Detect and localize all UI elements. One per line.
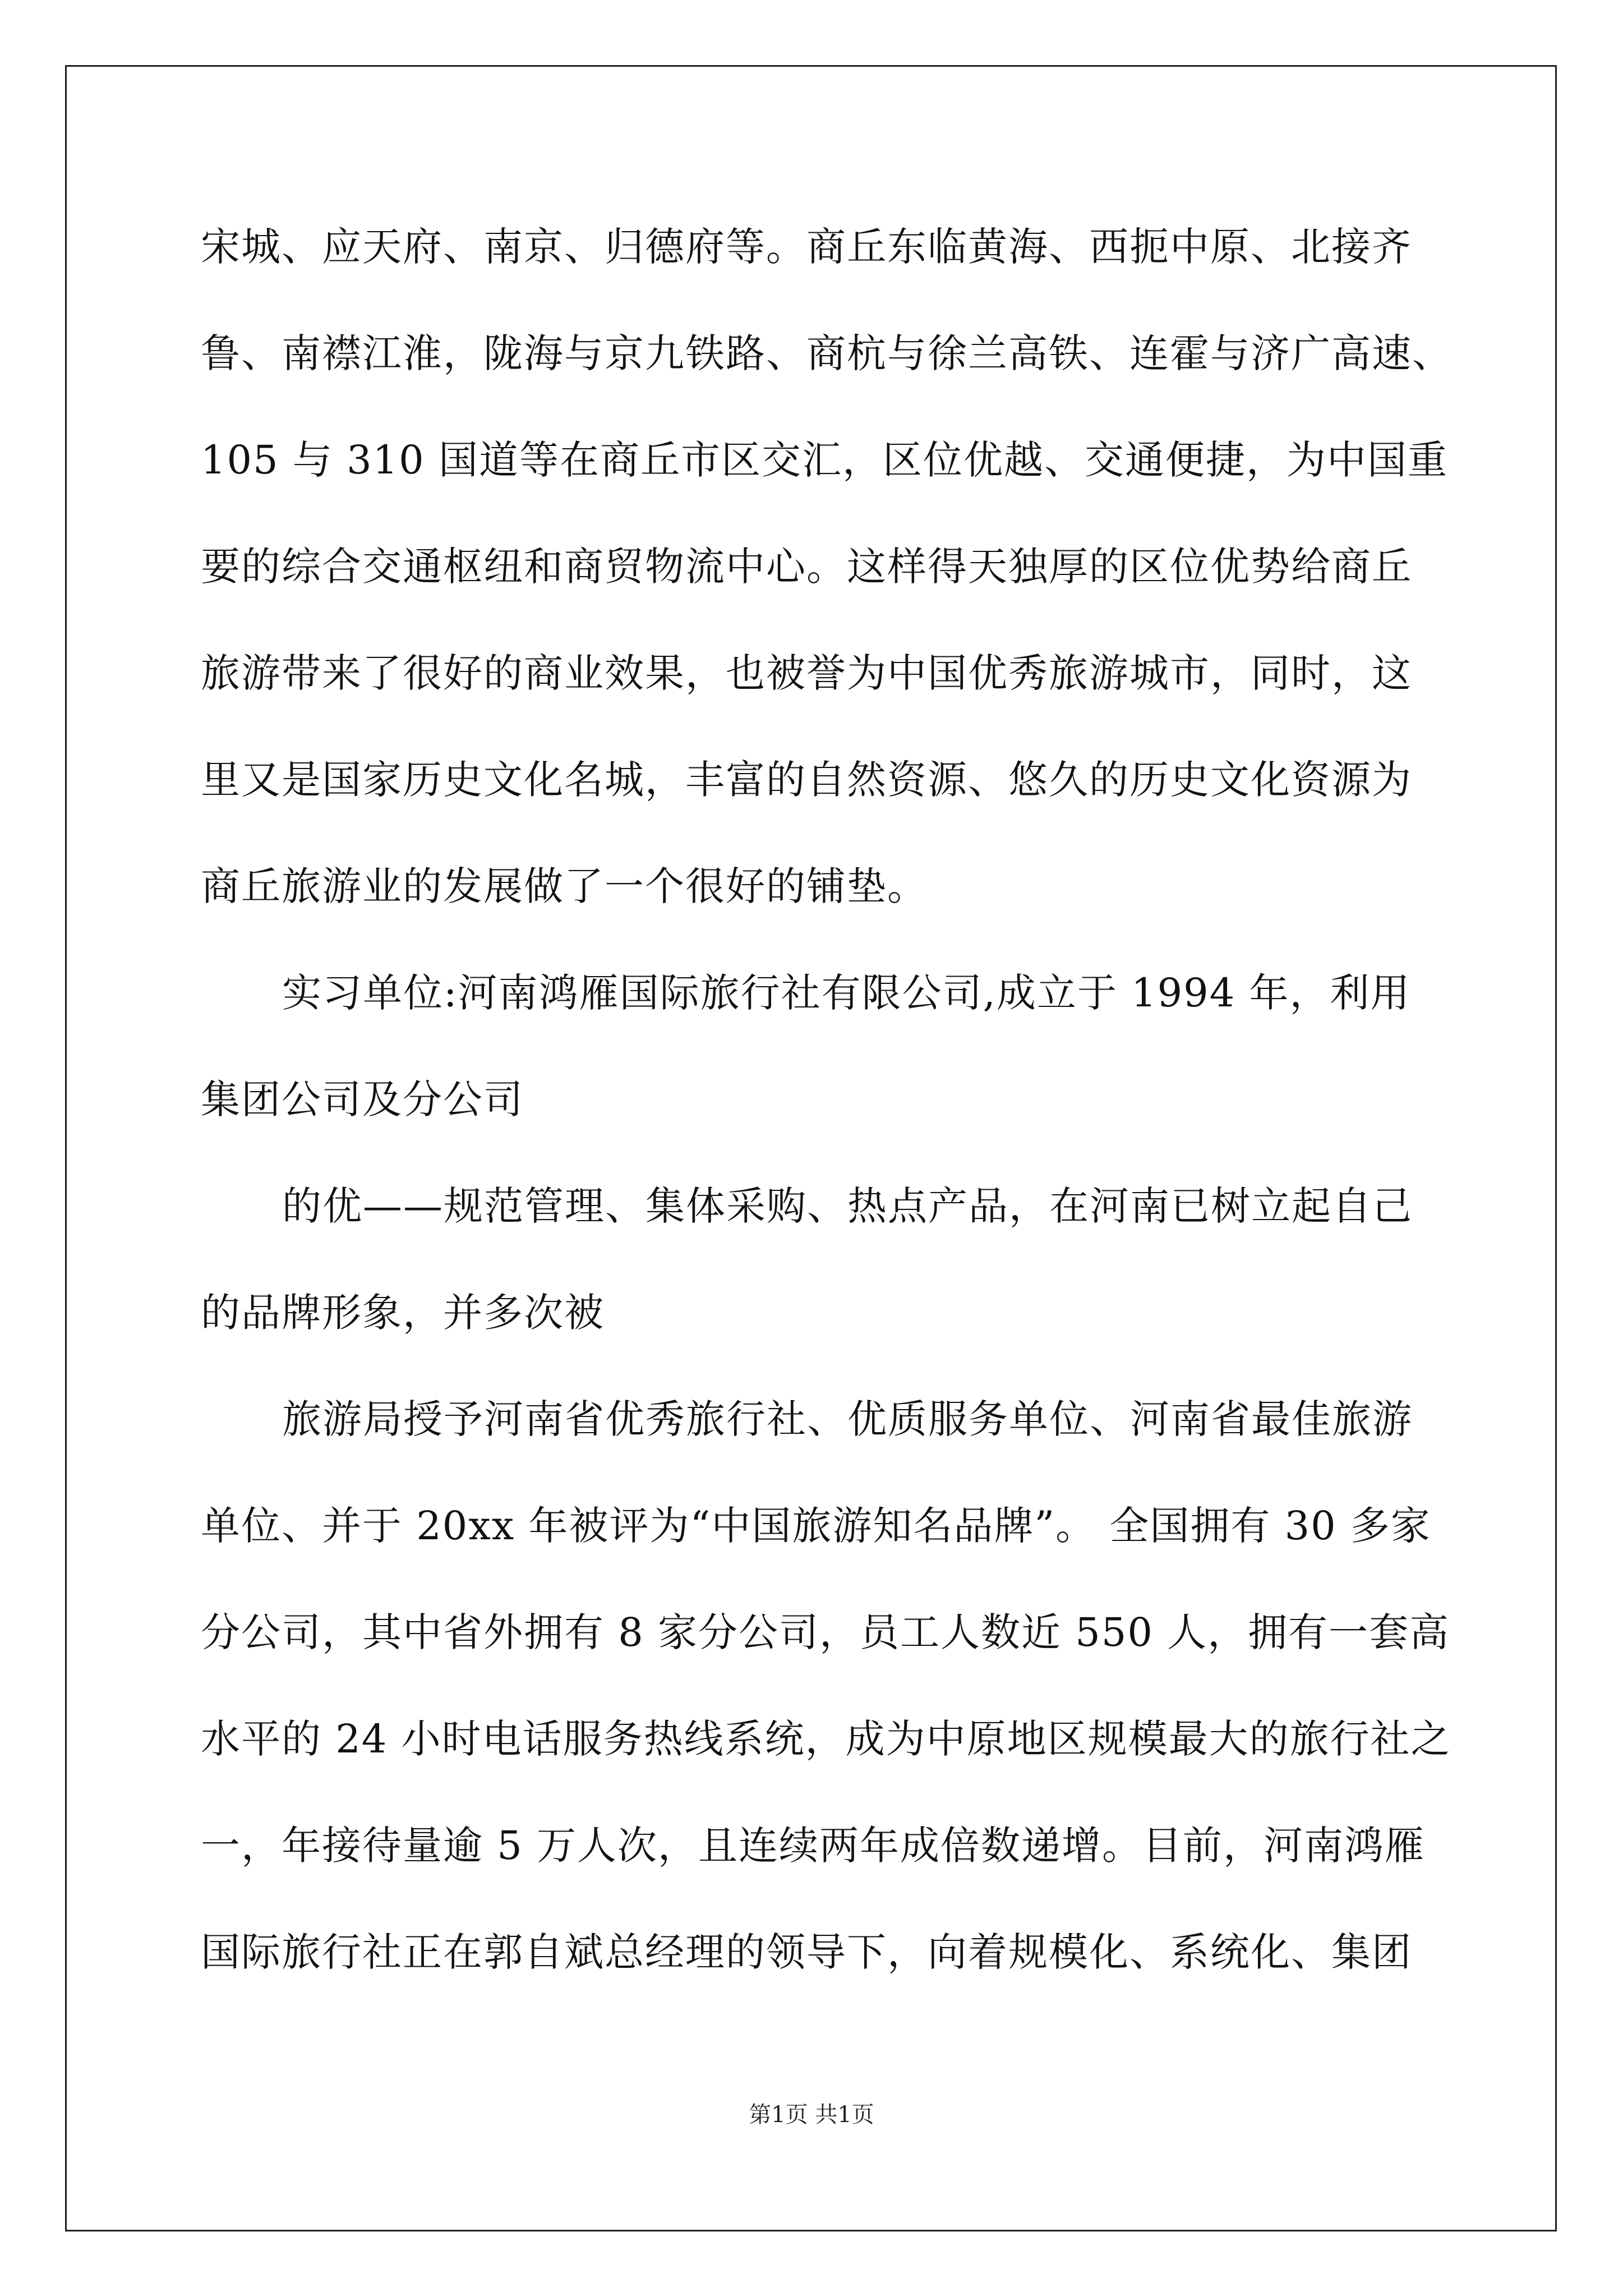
page-number: 第1页 共1页 — [749, 2102, 874, 2128]
text-line: 要的综合交通枢纽和商贸物流中心。这样得天独厚的区位优势给商丘 — [201, 544, 1412, 590]
text-line: 宋城、应天府、南京、归德府等。商丘东临黄海、西扼中原、北接齐 — [201, 224, 1412, 270]
text-line: 商丘旅游业的发展做了一个很好的铺垫。 — [201, 863, 928, 909]
text-line: 单位、并于 20xx 年被评为“中国旅游知名品牌”。 全国拥有 30 多家 — [201, 1503, 1431, 1549]
text-line: 的品牌形象，并多次被 — [201, 1290, 605, 1336]
text-line: 国际旅行社正在郭自斌总经理的领导下，向着规模化、系统化、集团 — [201, 1929, 1412, 1975]
text-line: 水平的 24 小时电话服务热线系统，成为中原地区规模最大的旅行社之 — [201, 1716, 1451, 1762]
text-line: 集团公司及分公司 — [201, 1076, 524, 1122]
text-line: 旅游局授予河南省优秀旅行社、优质服务单位、河南省最佳旅游 — [282, 1396, 1413, 1442]
text-line: 分公司，其中省外拥有 8 家分公司，员工人数近 550 人，拥有一套高 — [201, 1609, 1450, 1655]
text-line: 鲁、南襟江淮，陇海与京九铁路、商杭与徐兰高铁、连霍与济广高速、 — [201, 330, 1453, 376]
text-line: 105 与 310 国道等在商丘市区交汇，区位优越、交通便捷，为中国重 — [201, 437, 1448, 483]
page-border — [65, 65, 1557, 2231]
text-line: 的优——规范管理、集体采购、热点产品，在河南已树立起自己 — [282, 1183, 1413, 1229]
text-line: 实习单位:河南鸿雁国际旅行社有限公司,成立于 1994 年，利用 — [282, 970, 1411, 1016]
text-line: 一，年接待量逾 5 万人次，且连续两年成倍数递增。目前，河南鸿雁 — [201, 1823, 1426, 1869]
text-line: 里又是国家历史文化名城，丰富的自然资源、悠久的历史文化资源为 — [201, 757, 1412, 803]
text-line: 旅游带来了很好的商业效果，也被誉为中国优秀旅游城市，同时，这 — [201, 650, 1412, 696]
